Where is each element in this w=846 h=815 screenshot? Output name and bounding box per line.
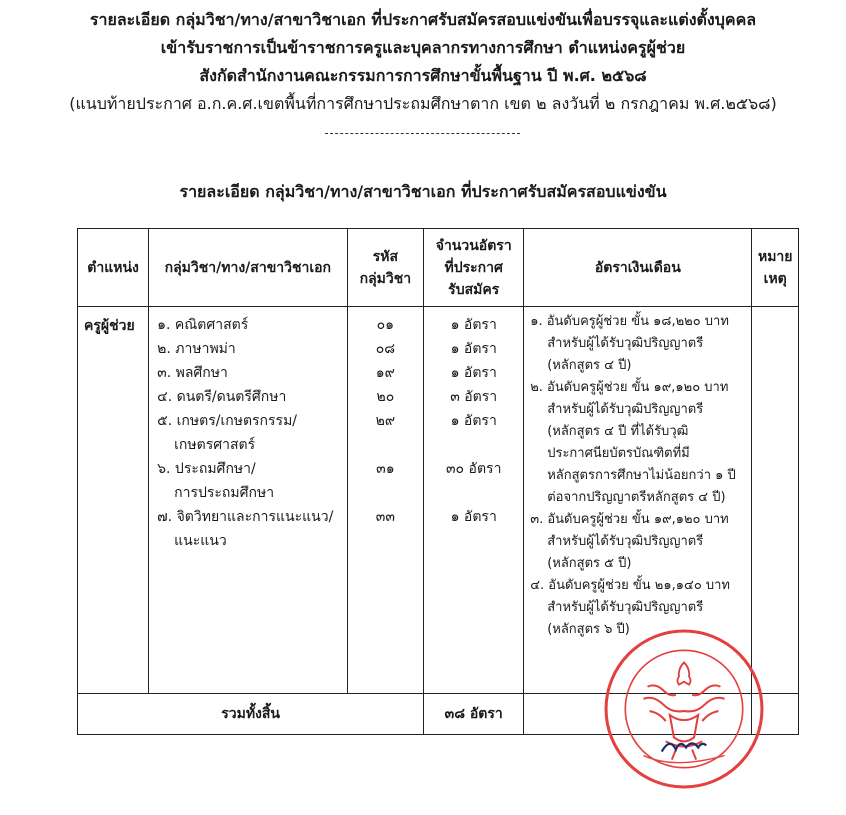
subject-line: ๖. ประถมศึกษา/ — [157, 461, 256, 477]
count-line: ๓ อัตรา — [450, 389, 498, 405]
code-line: ๒๙ — [375, 413, 396, 429]
position-cell: ครูผู้ช่วย — [78, 307, 149, 694]
subject-line: ๑. คณิตศาสตร์ — [157, 317, 249, 333]
salary-line: สำหรับผู้ได้รับวุฒิปริญญาตรี — [547, 336, 704, 351]
header-note: หมาย เหตุ — [752, 229, 799, 307]
count-line: ๑ อัตรา — [450, 341, 497, 357]
subject-line: ๕. เกษตร/เกษตรกรรม/ — [157, 413, 298, 429]
salary-line: (หลักสูตร ๕ ปี) — [547, 556, 632, 571]
code-line — [348, 433, 424, 457]
salary-line: ประกาศนียบัตรบัณฑิตที่มี — [547, 446, 690, 461]
header-line-4: (แนบท้ายประกาศ อ.ก.ค.ศ.เขตพื้นที่การศึกษาประถมศึกษาตาก เขต ๒ ลงวันที่ ๒ กรกฎาคม พ.ศ.๒๕๖๘) — [69, 94, 777, 113]
header-position: ตำแหน่ง — [78, 229, 149, 307]
subject-line: เกษตรศาสตร์ — [174, 437, 256, 453]
count-line: ๓๐ อัตรา — [445, 461, 502, 477]
header-line-1: รายละเอียด กลุ่มวิชา/ทาง/สาขาวิชาเอก ที่ประกาศรับสมัครสอบแข่งขันเพื่อบรรจุและแต่งตั้งบุคคล — [89, 10, 757, 29]
subject-line: ๒. ภาษาพม่า — [157, 341, 236, 357]
code-line: ๒๐ — [376, 389, 395, 405]
code-line: ๐๑ — [376, 317, 395, 333]
count-cell — [424, 307, 524, 694]
header-count: จำนวนอัตรา ที่ประกาศ รับสมัคร — [424, 229, 524, 307]
code-line: ๓๓ — [375, 509, 395, 525]
salary-line: (หลักสูตร ๖ ปี) — [547, 622, 630, 637]
header-salary: อัตราเงินเดือน — [524, 229, 752, 307]
code-line — [348, 529, 424, 553]
subject-cell — [149, 307, 347, 694]
official-seal — [603, 628, 765, 790]
section-title: รายละเอียด กลุ่มวิชา/ทาง/สาขาวิชาเอก ที่ประกาศรับสมัครสอบแข่งขัน — [179, 182, 667, 201]
subject-line: ๓. พลศึกษา — [157, 365, 228, 381]
salary-line: ๔. อันดับครูผู้ช่วย ขั้น ๒๑,๑๔๐ บาท — [530, 578, 731, 593]
divider — [325, 133, 520, 134]
code-line: ๑๙ — [375, 365, 395, 381]
count-line: ๑ อัตรา — [450, 413, 497, 429]
count-line — [424, 481, 523, 505]
header-code: รหัส กลุ่มวิชา — [347, 229, 424, 307]
code-line — [348, 481, 424, 505]
code-line: ๐๘ — [375, 341, 396, 357]
subject-line: ๗. จิตวิทยาและการแนะแนว/ — [157, 509, 334, 525]
subject-line: การประถมศึกษา — [174, 485, 275, 501]
table-header-row — [78, 229, 799, 307]
count-line: ๑ อัตรา — [450, 509, 497, 525]
salary-line: สำหรับผู้ได้รับวุฒิปริญญาตรี — [547, 402, 704, 417]
subject-line: แนะแนว — [174, 533, 227, 549]
salary-line: ๒. อันดับครูผู้ช่วย ขั้น ๑๙,๑๒๐ บาท — [530, 380, 729, 395]
header-line-3: สังกัดสำนักงานคณะกรรมการการศึกษาขั้นพื้นฐาน ปี พ.ศ. ๒๕๖๘ — [199, 66, 647, 85]
count-line: ๑ อัตรา — [450, 317, 497, 333]
salary-line: สำหรับผู้ได้รับวุฒิปริญญาตรี — [547, 534, 704, 549]
salary-line: ต่อจากปริญญาตรีหลักสูตร ๔ ปี) — [547, 490, 726, 505]
salary-line: หลักสูตรการศึกษาไม่น้อยกว่า ๑ ปี — [547, 468, 736, 483]
salary-line: (หลักสูตร ๔ ปี) — [547, 358, 632, 373]
total-label: รวมทั้งสิ้น — [78, 694, 424, 735]
count-line — [424, 433, 523, 457]
garuda-emblem-icon — [606, 631, 762, 787]
salary-line: ๓. อันดับครูผู้ช่วย ขั้น ๑๙,๑๒๐ บาท — [530, 512, 729, 527]
header-line-2: เข้ารับราชการเป็นข้าราชการครูและบุคลากรทางการศึกษา ตำแหน่งครูผู้ช่วย — [160, 38, 686, 57]
header-subject: กลุ่มวิชา/ทาง/สาขาวิชาเอก — [149, 229, 347, 307]
subject-line: ๔. ดนตรี/ดนตรีศึกษา — [157, 389, 287, 405]
salary-line: สำหรับผู้ได้รับวุฒิปริญญาตรี — [547, 600, 704, 615]
salary-line: (หลักสูตร ๔ ปี ที่ได้รับวุฒิ — [547, 424, 689, 439]
salary-line: ๑. อันดับครูผู้ช่วย ขั้น ๑๘,๒๒๐ บาท — [530, 314, 729, 329]
count-line — [424, 529, 523, 553]
code-cell — [347, 307, 424, 694]
count-line: ๑ อัตรา — [450, 365, 497, 381]
code-line: ๓๑ — [376, 461, 395, 477]
total-count: ๓๘ อัตรา — [424, 694, 524, 735]
